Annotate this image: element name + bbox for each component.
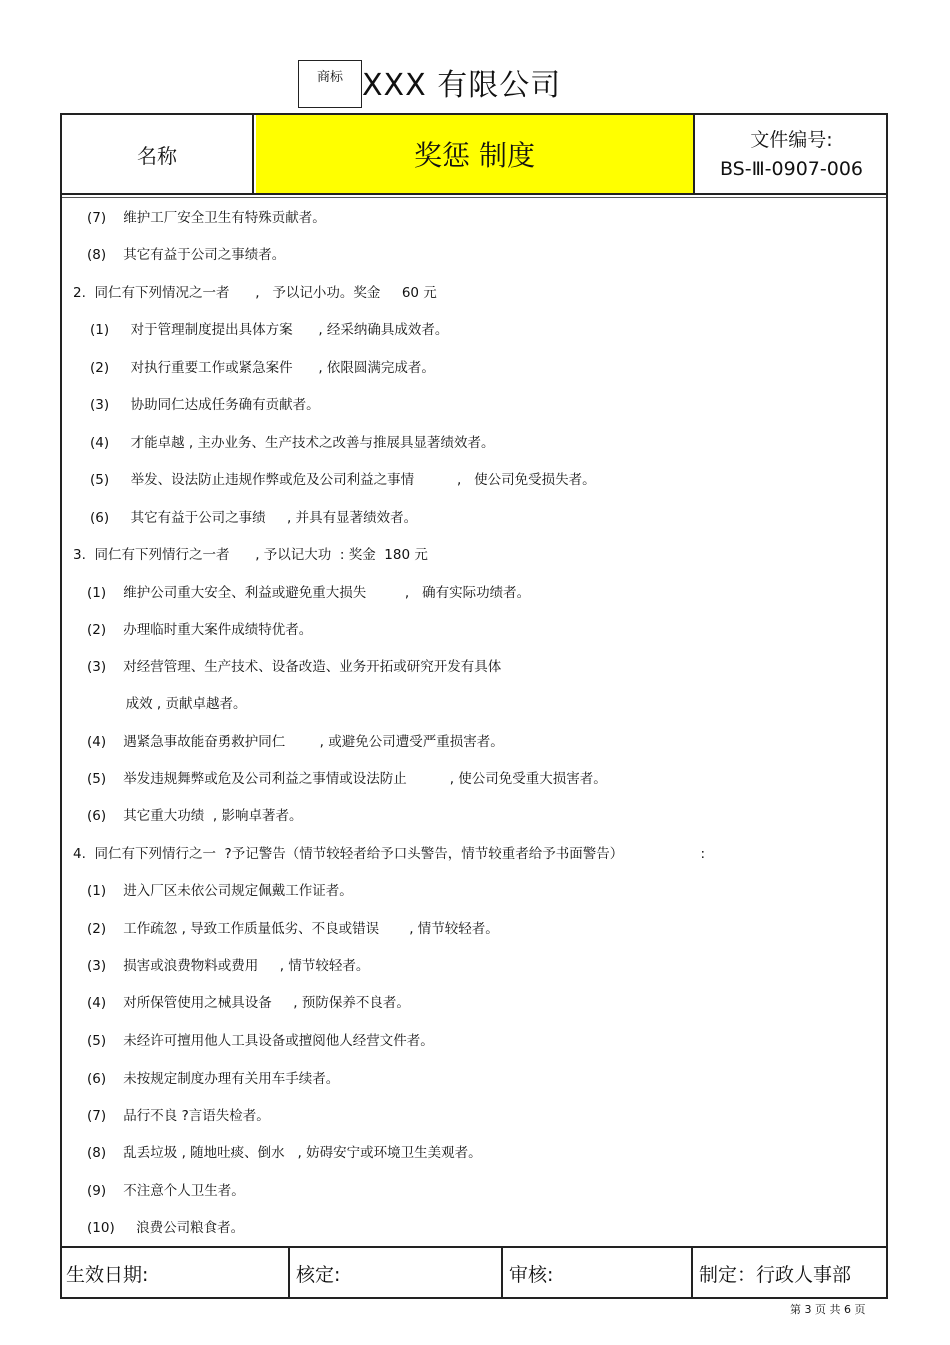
list-item: (7) 品行不良 ?言语失检者。 — [87, 1108, 270, 1124]
list-item-continuation: 成效 , 贡献卓越者。 — [87, 696, 247, 712]
logo-placeholder — [298, 60, 362, 108]
list-item: (5) 举发、设法防止违规作弊或危及公司利益之事情 , 使公司免受损失者。 — [90, 472, 596, 488]
effective-date-label: 生效日期: — [60, 1248, 290, 1299]
header-name-label: 名称 — [62, 115, 254, 193]
page-number: 第 3 页 共 6 页 — [790, 1303, 866, 1316]
signature-footer — [60, 1246, 888, 1299]
document-number — [697, 115, 886, 193]
list-item: (8) 其它有益于公司之事绩者。 — [87, 247, 286, 263]
list-item: (4) 对所保管使用之械具设备 , 预防保养不良者。 — [87, 995, 410, 1011]
list-item: (2) 工作疏忽 , 导致工作质量低劣、不良或错误 , 情节较轻者。 — [87, 921, 499, 937]
list-item: (4) 遇紧急事故能奋勇救护同仁 , 或避免公司遭受严重损害者。 — [87, 734, 504, 750]
list-item: (3) 损害或浪费物料或费用 , 情节较轻者。 — [87, 958, 370, 974]
list-item: (1) 进入厂区未依公司规定佩戴工作证者。 — [87, 883, 353, 899]
company-name: XXX 有限公司 — [362, 68, 562, 103]
section-heading: 3. 同仁有下列情行之一者 , 予以记大功 : 奖金 180 元 — [73, 547, 428, 563]
list-item: (1) 维护公司重大安全、利益或避免重大损失 , 确有实际功绩者。 — [87, 585, 531, 601]
list-item: (6) 其它有益于公司之事绩 , 并具有显著绩效者。 — [90, 510, 418, 526]
list-item: (5) 举发违规舞弊或危及公司利益之事情或设法防止 , 使公司免受重大损害者。 — [87, 771, 607, 787]
prepared-by-label: 制定：行政人事部 — [699, 1264, 852, 1286]
logo-label: 商标 — [316, 70, 343, 85]
list-item: (2) 办理临时重大案件成绩特优者。 — [87, 622, 313, 638]
list-item: (10) 浪费公司粮食者。 — [87, 1220, 245, 1236]
list-item: (2) 对执行重要工作或紧急案件 , 依限圆满完成者。 — [90, 360, 435, 376]
header-divider — [62, 197, 886, 198]
document-number-label: 文件编号: — [750, 129, 833, 151]
list-item: (6) 其它重大功绩 , 影响卓著者。 — [87, 808, 303, 824]
document-title: 奖惩 制度 — [256, 115, 695, 193]
list-item: (1) 对于管理制度提出具体方案 , 经采纳确具成效者。 — [90, 322, 449, 338]
reviewed-label: 审核: — [503, 1248, 693, 1299]
document-number-value: BS-Ⅲ-0907-006 — [719, 158, 864, 180]
section-heading: 4. 同仁有下列情行之一 ?予记警告（情节较轻者给予口头警告，情节较重者给予书面警告） : — [73, 846, 706, 862]
list-item: (6) 未按规定制度办理有关用车手续者。 — [87, 1071, 340, 1087]
section-heading: 2. 同仁有下列情况之一者 , 予以记小功。奖金 60 元 — [73, 285, 437, 301]
list-item: (7) 维护工厂安全卫生有特殊贡献者。 — [87, 210, 326, 226]
list-item: (3) 协助同仁达成任务确有贡献者。 — [90, 397, 320, 413]
list-item: (5) 未经许可擅用他人工具设备或擅阅他人经营文件者。 — [87, 1033, 434, 1049]
approved-label: 核定: — [290, 1248, 503, 1299]
list-item: (3) 对经营管理、生产技术、设备改造、业务开拓或研究开发有具体 — [87, 659, 502, 675]
list-item: (8) 乱丢垃圾 , 随地吐痰、倒水 , 妨碍安宁或环境卫生美观者。 — [87, 1145, 482, 1161]
list-item: (4) 才能卓越 , 主办业务、生产技术之改善与推展具显著绩效者。 — [90, 435, 495, 451]
list-item: (9) 不注意个人卫生者。 — [87, 1183, 245, 1199]
